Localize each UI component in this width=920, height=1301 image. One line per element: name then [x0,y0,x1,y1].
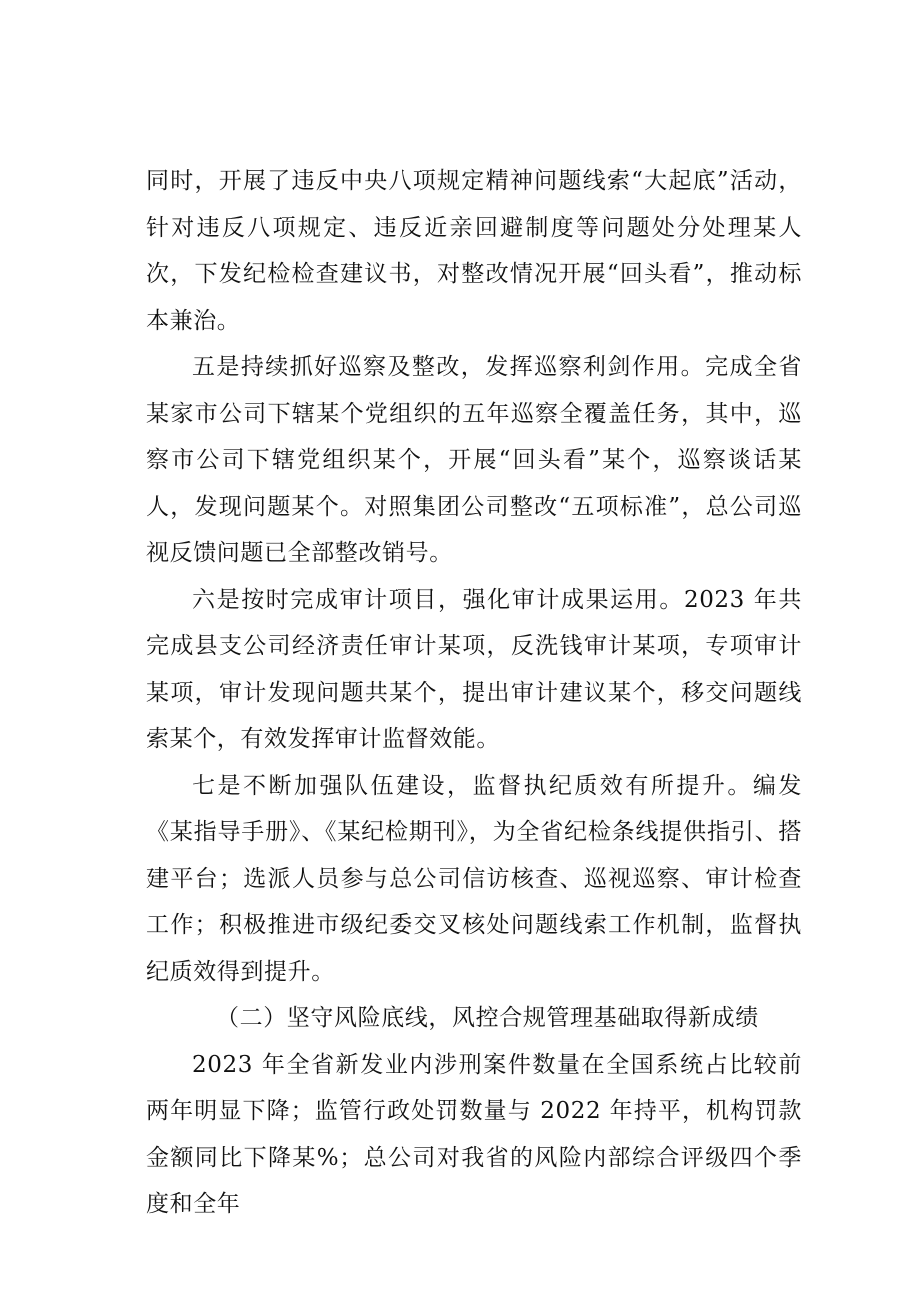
paragraph-continuation: 同时，开展了违反中央八项规定精神问题线索“大起底”活动，针对违反八项规定、违反近亲回避制度等问题处分处理某人次，下发纪检检查建议书，对整改情况开展“回头看”，推动标本兼治。 [146,168,802,334]
paragraph-risk-summary: 2023 年全省新发业内涉刑案件数量在全国系统占比较前两年明显下降；监管行政处罚数量与 2022 年持平，机构罚款金额同比下降某%；总公司对我省的风险内部综合评级四个季度和全年 [146,1051,802,1217]
document-body [146,158,802,1228]
paragraph-point-seven: 七是不断加强队伍建设，监督执纪质效有所提升。编发《某指导手册》、《某纪检期刊》，为全省纪检条线提供指引、搭建平台；选派人员参与总公司信访核查、巡视巡察、审计检查工作；积极推进市级纪委交叉核处问题线索工作机制，监督执纪质效得到提升。 [146,772,802,985]
paragraph-point-five: 五是持续抓好巡察及整改，发挥巡察利剑作用。完成全省某家市公司下辖某个党组织的五年巡察全覆盖任务，其中，巡察市公司下辖党组织某个，开展“回头看”某个，巡察谈话某人，发现问题某个。对照集团公司整改“五项标准”，总公司巡视反馈问题已全部整改销号。 [146,354,802,566]
section-heading: （二）坚守风险底线，风控合规管理基础取得新成绩 [216,1005,759,1031]
paragraph-point-six: 六是按时完成审计项目，强化审计成果运用。2023 年共完成县支公司经济责任审计某项，反洗钱审计某项，专项审计某项，审计发现问题共某个，提出审计建议某个，移交问题线索某个，有效发挥审计监督效能。 [146,586,802,752]
